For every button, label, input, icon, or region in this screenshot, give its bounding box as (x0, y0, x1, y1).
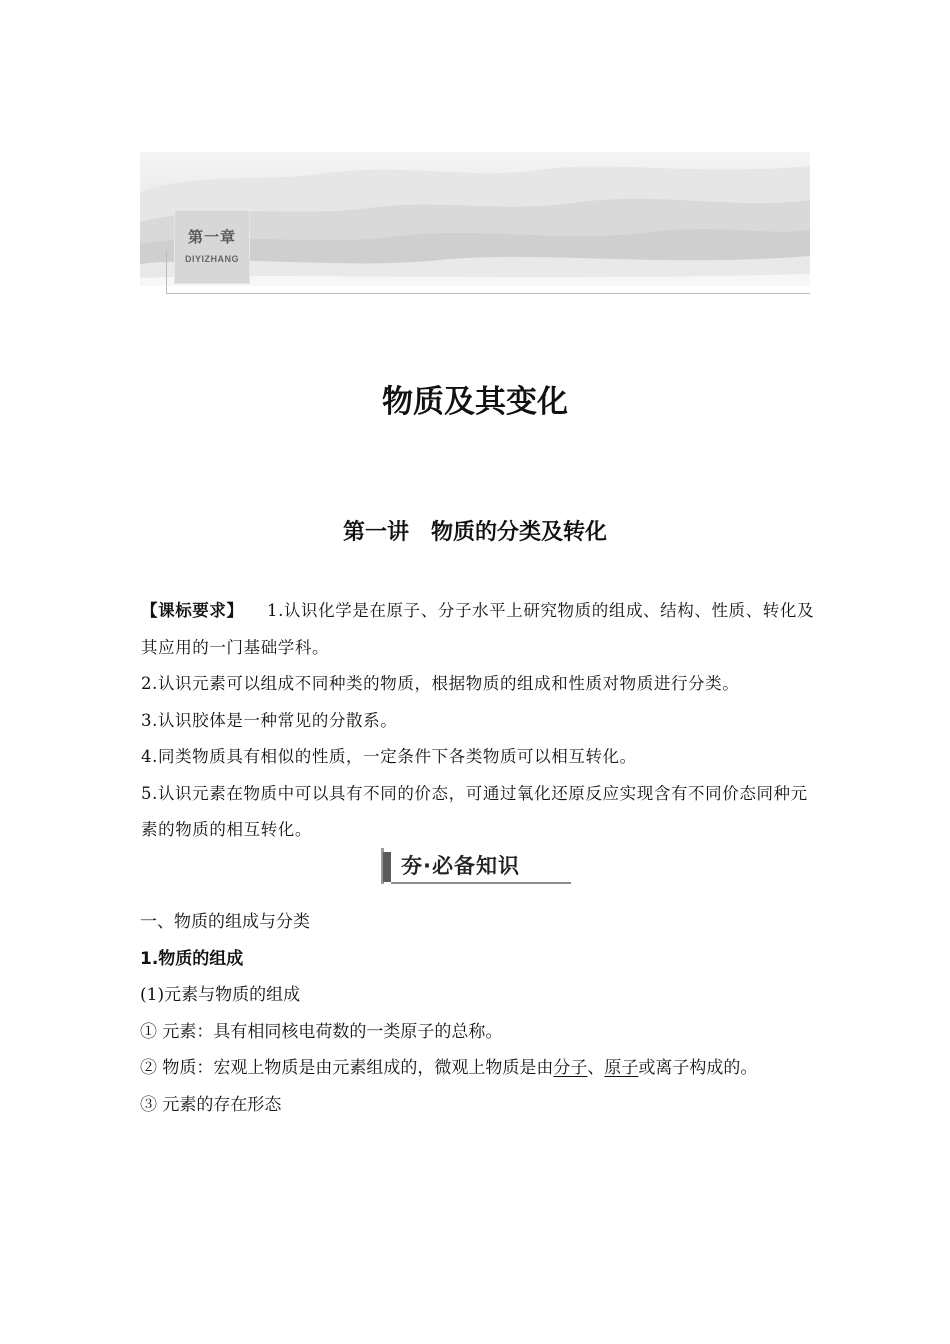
point-text: 、 (587, 1058, 605, 1078)
heading-level-2: 1.物质的组成 (140, 948, 244, 969)
point-item: ③ 元素的存在形态 (140, 1094, 282, 1115)
point-item (140, 1050, 820, 1087)
chapter-number: 第一章 (187, 228, 236, 246)
requirements-label: 【课标要求】 (141, 601, 244, 620)
requirement-item (141, 593, 821, 666)
section-title: 夯·必备知识 (401, 854, 520, 878)
section-underline (391, 882, 571, 884)
banner-frame-line (166, 250, 167, 294)
section-header (381, 848, 571, 884)
requirement-item: 2.认识元素可以组成不同种类的物质，根据物质的组成和性质对物质进行分类。 (141, 674, 740, 693)
banner-frame-line (166, 293, 810, 294)
lecture-title: 第一讲 物质的分类及转化 (342, 520, 607, 545)
section-bar-icon (383, 852, 391, 882)
underlined-answer: 分子 (553, 1058, 588, 1078)
knowledge-content (140, 904, 820, 1123)
requirement-item: 3.认识胶体是一种常见的分散系。 (141, 710, 398, 730)
heading-level-1: 一、物质的组成与分类 (140, 912, 310, 932)
page-title: 物质及其变化 (382, 384, 568, 420)
point-text: ② 物质：宏观上物质是由元素组成的，微观上物质是由 (140, 1058, 554, 1078)
subheading: (1)元素与物质的组成 (140, 985, 301, 1005)
point-item: ① 元素：具有相同核电荷数的一类原子的总称。 (140, 1021, 503, 1042)
underlined-answer: 原子 (604, 1058, 639, 1078)
chapter-pinyin: DIYIZHANG (185, 254, 239, 264)
requirement-text: 1.认识化学是在原子、分子水平上研究物质的组成、结构、性质、转化及其应用的一门基础学科。 (141, 601, 815, 657)
chapter-tab (174, 210, 250, 284)
requirement-item: 4.同类物质具有相似的性质，一定条件下各类物质可以相互转化。 (141, 747, 637, 766)
requirement-item: 5.认识元素在物质中可以具有不同的价态，可通过氧化还原反应实现含有不同价态同种元素的物质的相互转化。 (141, 783, 808, 839)
point-text: 或离子构成的。 (638, 1058, 758, 1078)
curriculum-requirements (141, 593, 821, 849)
